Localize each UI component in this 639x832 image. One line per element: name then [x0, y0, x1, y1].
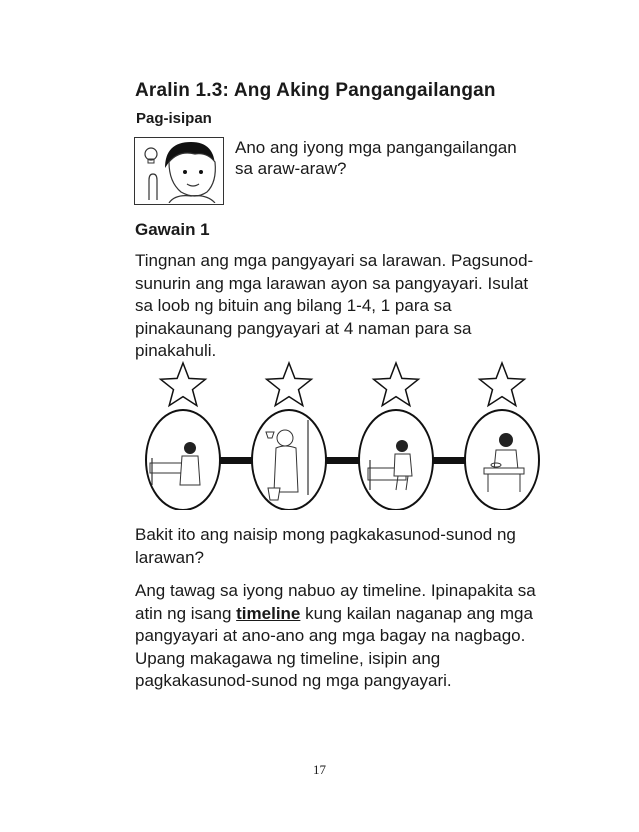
timeline-intro: Ang tawag sa iyong nabuo ay timeline. — [135, 581, 427, 600]
number-star-3[interactable] — [374, 363, 419, 406]
timeline-text-before: Ipinapakita sa atin ng isang — [135, 581, 536, 623]
number-star-4[interactable] — [480, 363, 525, 406]
scene-eating — [465, 410, 539, 510]
number-star-1[interactable] — [161, 363, 206, 406]
lesson-title: Aralin 1.3: Ang Aking Pangangailangan — [135, 80, 496, 101]
guiding-question: Ano ang iyong mga pangangailangan sa araw-araw? — [235, 138, 517, 178]
scene-sitting-on-bed — [359, 410, 433, 510]
activity-label: Gawain 1 — [135, 220, 210, 239]
thinking-child-icon — [134, 137, 224, 205]
timeline-explanation — [135, 580, 555, 693]
scene-bathing — [252, 410, 326, 510]
timeline-connector — [210, 457, 474, 464]
timeline-keyword: timeline — [236, 603, 301, 623]
number-star-2[interactable] — [267, 363, 312, 406]
why-question: Bakit ito ang naisip mong pagkakasunod-sunod ng larawan? — [135, 525, 516, 567]
timeline-text-after: kung kailan naganap ang mga pangyayari at ano-ano ang mga bagay na nagbago. Upang makagawa ng timeline, isipin ang pagkakasunod-sunod ng mga pangyayari. — [135, 603, 533, 691]
page-number: 17 — [313, 762, 326, 777]
section-label: Pag-isipan — [136, 110, 212, 127]
scene-waking-up — [146, 410, 220, 510]
timeline-activity — [140, 360, 550, 510]
activity-instructions: Tingnan ang mga pangyayari sa larawan. Pagsunod-sunurin ang mga larawan ayon sa pangyayari. Isulat sa loob ng bituin ang bilang 1-4, 1 para sa pinakaunang pangyayari at 4 naman para sa pinakahuli. — [135, 251, 534, 360]
